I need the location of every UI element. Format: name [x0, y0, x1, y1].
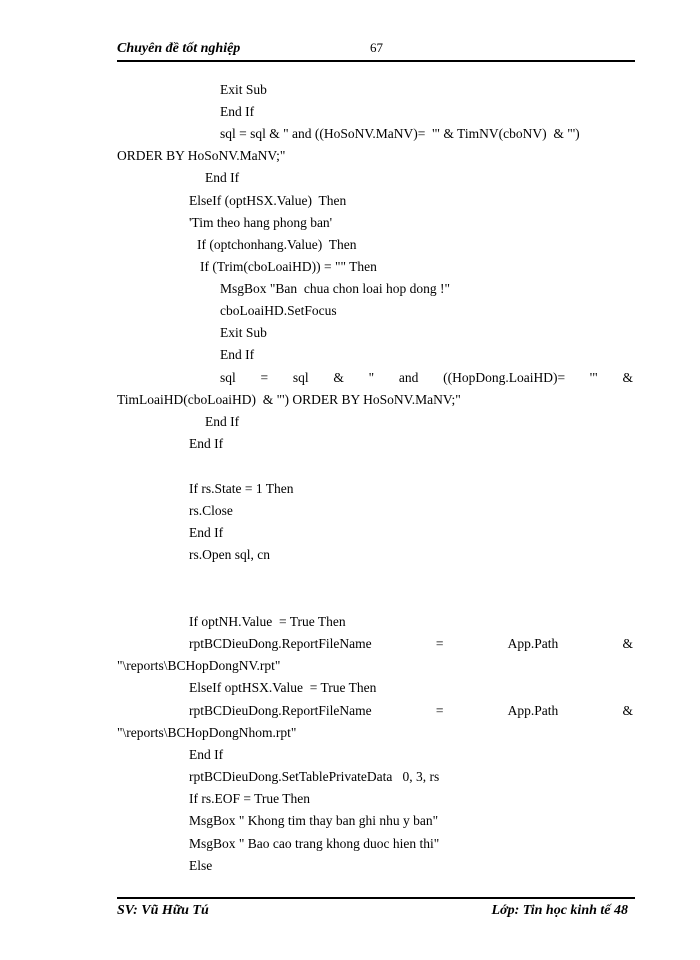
- code-line: Exit Sub: [220, 325, 267, 340]
- code-token: ": [368, 370, 375, 385]
- code-line: rptBCDieuDong.SetTablePrivateData 0, 3, rs: [189, 769, 440, 784]
- code-token: &: [622, 636, 633, 651]
- code-token: &: [622, 703, 633, 718]
- code-line: "\reports\BCHopDongNhom.rpt": [117, 725, 297, 740]
- footer-rule: [117, 897, 635, 899]
- code-token: &: [622, 370, 633, 385]
- code-line: ElseIf (optHSX.Value) Then: [189, 193, 347, 208]
- code-line: Else: [189, 858, 213, 873]
- code-token: =: [435, 703, 444, 718]
- code-line: rs.Close: [189, 503, 233, 518]
- code-line: ElseIf optHSX.Value = True Then: [189, 680, 377, 695]
- code-line: Exit Sub: [220, 82, 267, 97]
- code-line: If rs.State = 1 Then: [189, 481, 294, 496]
- footer-student: SV: Vũ Hữu Tú: [117, 903, 209, 918]
- code-line: If rs.EOF = True Then: [189, 791, 310, 806]
- code-line: MsgBox " Khong tim thay ban ghi nhu y ban": [189, 813, 439, 828]
- code-line-justified: [189, 636, 633, 652]
- code-token: sql: [292, 370, 309, 385]
- code-line: "\reports\BCHopDongNV.rpt": [117, 658, 281, 673]
- code-token: sql: [220, 370, 236, 385]
- header-rule: [117, 60, 635, 62]
- footer-class: Lớp: Tin học kinh tế 48: [491, 903, 628, 918]
- code-token: rptBCDieuDong.ReportFileName: [189, 703, 372, 718]
- code-line: rs.Open sql, cn: [189, 547, 270, 562]
- code-line: End If: [205, 170, 240, 185]
- code-line: MsgBox "Ban chua chon loai hop dong !": [220, 281, 450, 296]
- code-token: =: [260, 370, 269, 385]
- code-token: ((HopDong.LoaiHD)=: [443, 370, 566, 385]
- code-line-justified: [220, 370, 633, 386]
- code-line: MsgBox " Bao cao trang khong duoc hien thi": [189, 836, 440, 851]
- code-token: App.Path: [507, 636, 559, 651]
- code-line: sql = sql & " and ((HoSoNV.MaNV)= '" & TimNV(cboNV) & "'): [220, 126, 580, 141]
- code-line: 'Tim theo hang phong ban': [189, 215, 333, 230]
- code-token: &: [333, 370, 344, 385]
- code-token: App.Path: [507, 703, 559, 718]
- code-line: End If: [189, 436, 224, 451]
- code-line: If optNH.Value = True Then: [189, 614, 346, 629]
- code-line: End If: [220, 104, 255, 119]
- code-token: '": [589, 370, 598, 385]
- code-token: and: [398, 370, 419, 385]
- code-line: cboLoaiHD.SetFocus: [220, 303, 337, 318]
- code-line: End If: [205, 414, 240, 429]
- code-line: End If: [220, 347, 255, 362]
- code-line: End If: [189, 525, 224, 540]
- header-title: Chuyên đề tốt nghiệp: [117, 41, 241, 56]
- code-line: End If: [189, 747, 224, 762]
- code-line: TimLoaiHD(cboLoaiHD) & "') ORDER BY HoSoNV.MaNV;": [117, 392, 461, 407]
- code-token: =: [435, 636, 444, 651]
- code-line: ORDER BY HoSoNV.MaNV;": [117, 148, 286, 163]
- code-line: If (optchonhang.Value) Then: [197, 237, 357, 252]
- page-number: 67: [370, 40, 383, 55]
- code-line-justified: [189, 703, 633, 719]
- code-line: If (Trim(cboLoaiHD)) = "" Then: [200, 259, 377, 274]
- code-token: rptBCDieuDong.ReportFileName: [189, 636, 372, 651]
